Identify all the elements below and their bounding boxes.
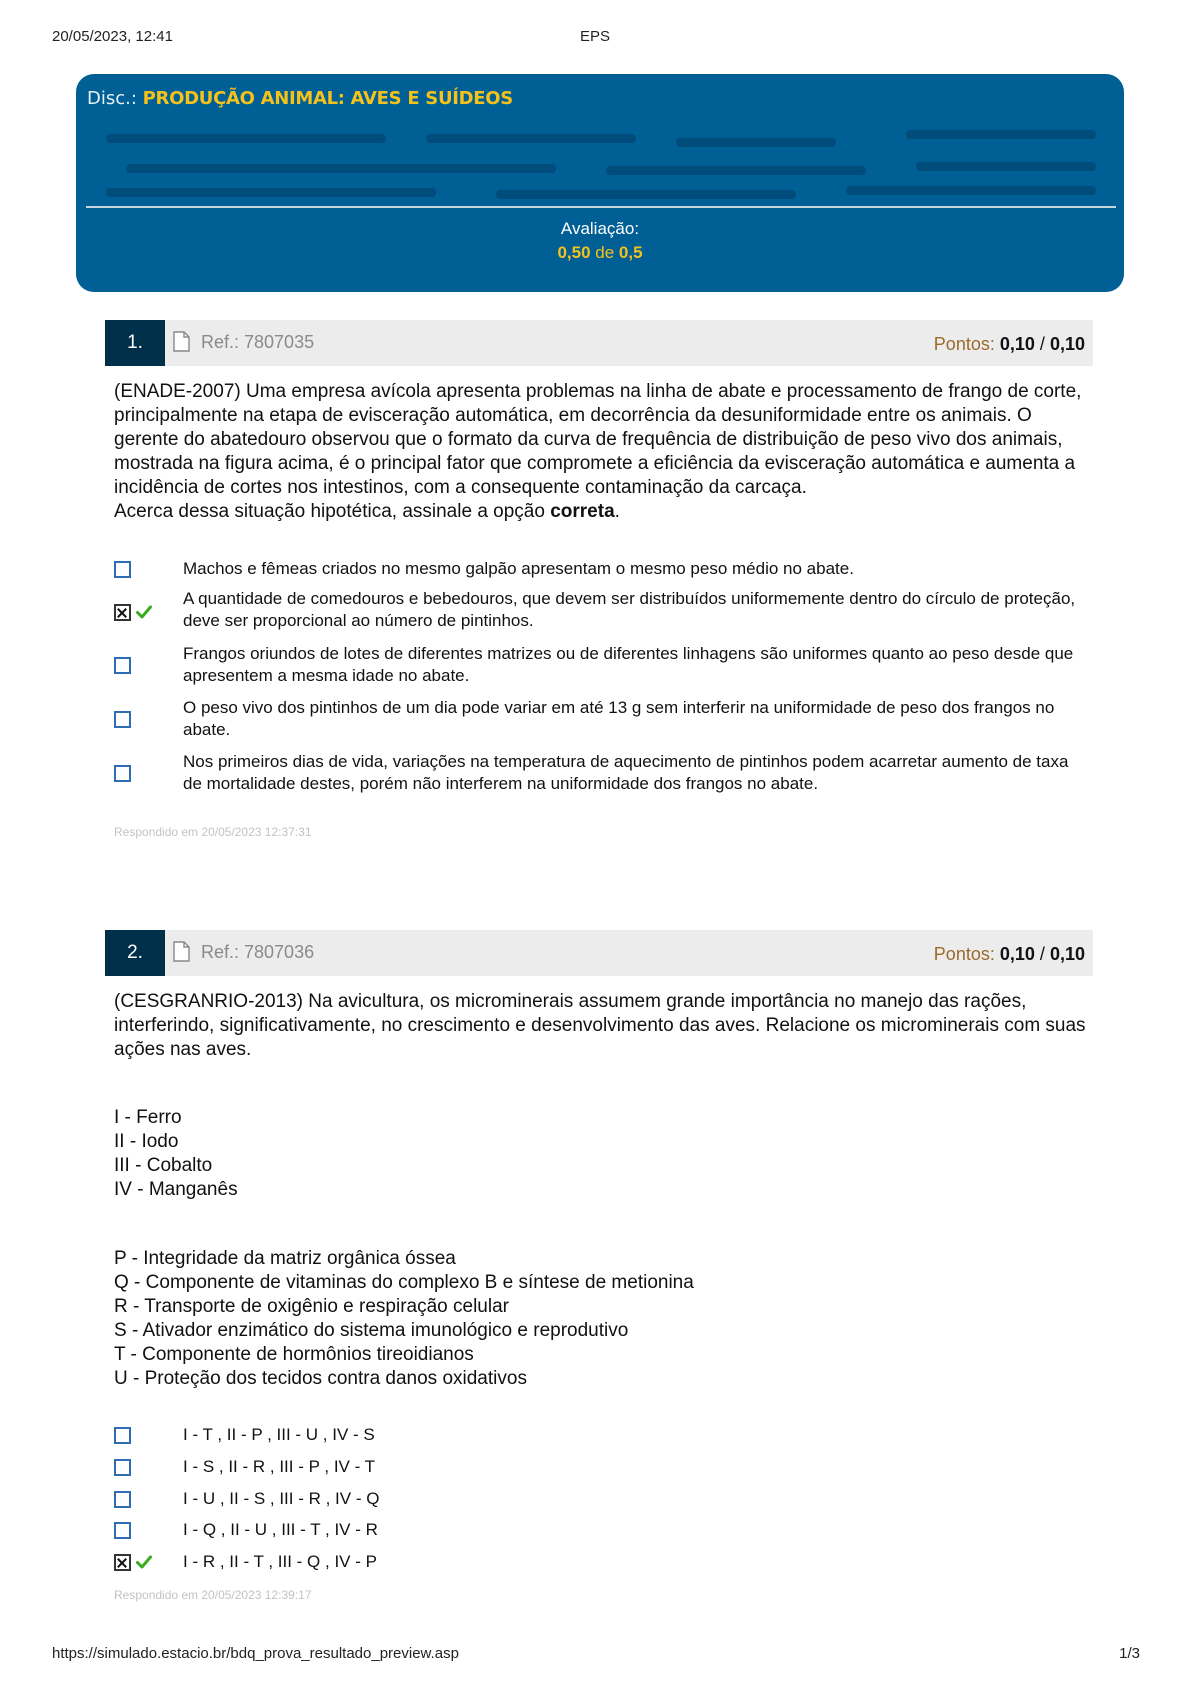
question-number: 2. (105, 930, 165, 976)
discipline (87, 88, 513, 109)
banner-divider (86, 206, 1116, 208)
score-value: 0,50 (557, 243, 591, 262)
question-statement: (ENADE-2007) Uma empresa avícola apresenta problemas na linha de abate e processamento de frango de corte, principalmente na etapa de evisceração automática, em decorrência da desuniformidade entre os animais. O gerente do abatedouro observou que o formato da curva de frequência de distribuição de peso vivo dos animais, mostrada na figura acima, é o principal fator que compromete a eficiência da evisceração automática e aumenta a incidência de cortes nos intestinos, com a consequente contaminação da carcaça. (114, 381, 1082, 498)
option-text: I - S , II - R , III - P , IV - T (183, 1457, 376, 1476)
points-got: 0,10 (999, 944, 1035, 964)
page-url: https://simulado.estacio.br/bdq_prova_resultado_preview.asp (52, 1645, 459, 1662)
evaluation-score (76, 243, 1124, 263)
option-checkbox[interactable] (114, 765, 131, 782)
points-got: 0,10 (999, 334, 1035, 354)
correct-check-icon (136, 1555, 152, 1569)
answered-timestamp: Respondido em 20/05/2023 12:39:17 (114, 1588, 312, 1602)
correct-check-icon (136, 605, 152, 619)
score-max: 0,5 (618, 243, 643, 262)
option-checkbox[interactable] (114, 657, 131, 674)
discipline-value: PRODUÇÃO ANIMAL: AVES E SUÍDEOS (142, 88, 513, 109)
redacted-info (106, 130, 1106, 260)
list-item: U - Proteção dos tecidos contra danos oxidativos (114, 1368, 527, 1389)
page-number: 1/3 (1119, 1645, 1140, 1662)
option-checkbox-checked[interactable] (114, 604, 131, 621)
document-icon (173, 331, 190, 352)
option-text: I - Q , II - U , III - T , IV - R (183, 1520, 378, 1539)
question-text (114, 990, 1094, 1062)
option-text: Machos e fêmeas criados no mesmo galpão apresentam o mesmo peso médio no abate. (183, 559, 854, 578)
minerals-list (114, 1106, 1094, 1202)
list-item: P - Integridade da matriz orgânica óssea (114, 1248, 456, 1269)
question-header (105, 930, 1093, 976)
points-sep: / (1039, 944, 1045, 964)
list-item: R - Transporte de oxigênio e respiração celular (114, 1296, 509, 1317)
prompt-bold: correta (550, 501, 615, 522)
option-text: Nos primeiros dias de vida, variações na temperatura de aquecimento de pintinhos podem acarretar aumento de taxa de mortalidade destes, porém não interferem na uniformidade dos frangos no abate. (183, 752, 1069, 793)
discipline-label: Disc.: (87, 88, 137, 109)
print-date: 20/05/2023, 12:41 (52, 28, 173, 45)
option-text: I - R , II - T , III - Q , IV - P (183, 1552, 377, 1571)
answered-timestamp: Respondido em 20/05/2023 12:37:31 (114, 825, 312, 839)
list-item: I - Ferro (114, 1107, 182, 1128)
list-item: T - Componente de hormônios tireoidianos (114, 1344, 474, 1365)
list-item: II - Iodo (114, 1131, 179, 1152)
points-sep: / (1039, 334, 1045, 354)
points-max: 0,10 (1049, 944, 1085, 964)
score-of: de (595, 243, 615, 262)
question-statement: (CESGRANRIO-2013) Na avicultura, os microminerais assumem grande importância no manejo das rações, interferindo, significativamente, no crescimento e desenvolvimento das aves. Relacione os microminerais com suas ações nas aves. (114, 991, 1086, 1060)
question-prompt (114, 500, 1094, 524)
list-item: IV - Manganês (114, 1179, 238, 1200)
option-text: A quantidade de comedouros e bebedouros, que devem ser distribuídos uniformemente dentro do círculo de proteção, deve ser proporcional ao número de pintinhos. (183, 589, 1076, 630)
option-text: O peso vivo dos pintinhos de um dia pode variar em até 13 g sem interferir na uniformidade de peso dos frangos no abate. (183, 698, 1055, 739)
option-text: I - T , II - P , III - U , IV - S (183, 1425, 375, 1444)
option-checkbox[interactable] (114, 711, 131, 728)
question-text (114, 380, 1094, 524)
question-points (934, 944, 1085, 965)
option-checkbox-checked[interactable] (114, 1554, 131, 1571)
option-checkbox[interactable] (114, 1427, 131, 1444)
prompt-text: Acerca dessa situação hipotética, assinale a opção (114, 501, 545, 522)
list-item: Q - Componente de vitaminas do complexo B e síntese de metionina (114, 1272, 694, 1293)
question-number: 1. (105, 320, 165, 366)
question-points (934, 334, 1085, 355)
option-checkbox[interactable] (114, 1459, 131, 1476)
option-text: Frangos oriundos de lotes de diferentes matrizes ou de diferentes linhagens são uniformes quanto ao peso desde que apresentem a mesma idade no abate. (183, 644, 1074, 685)
points-label: Pontos: (933, 944, 995, 964)
actions-list (114, 1247, 1094, 1391)
option-text: I - U , II - S , III - R , IV - Q (183, 1489, 380, 1508)
option-checkbox[interactable] (114, 561, 131, 578)
option-checkbox[interactable] (114, 1522, 131, 1539)
question-header (105, 320, 1093, 366)
exam-banner (76, 74, 1124, 292)
prompt-end: . (614, 501, 620, 522)
option-checkbox[interactable] (114, 1491, 131, 1508)
print-footer (52, 1645, 1140, 1665)
print-header (52, 28, 1138, 48)
question-ref: Ref.: 7807035 (201, 332, 315, 352)
print-title: EPS (579, 28, 610, 45)
evaluation-label: Avaliação: (560, 219, 640, 238)
points-label: Pontos: (933, 334, 995, 354)
document-icon (173, 941, 190, 962)
list-item: III - Cobalto (114, 1155, 213, 1176)
list-item: S - Ativador enzimático do sistema imunológico e reprodutivo (114, 1320, 629, 1341)
question-ref: Ref.: 7807036 (201, 942, 315, 962)
points-max: 0,10 (1049, 334, 1085, 354)
